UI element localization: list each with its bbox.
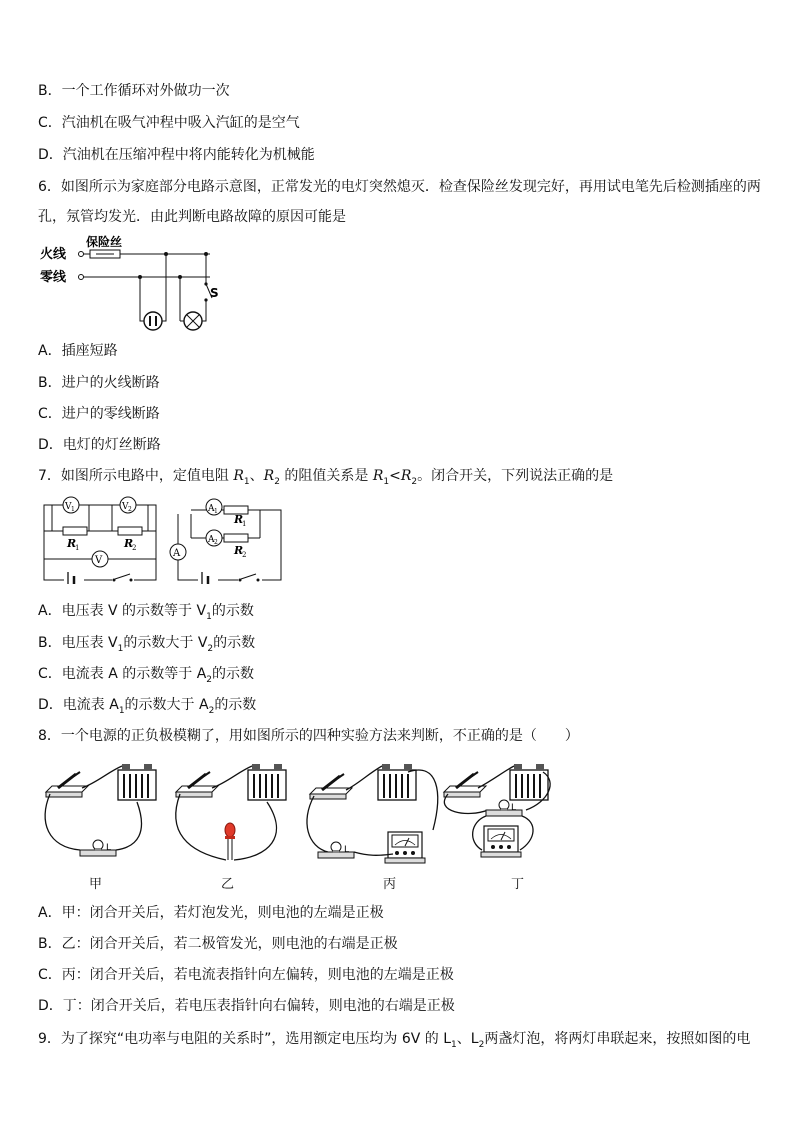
svg-text:R: R bbox=[234, 513, 244, 526]
svg-text:R: R bbox=[124, 537, 134, 550]
q8-option-c: C．丙：闭合开关后，若电流表指针向左偏转，则电池的左端是正极 bbox=[38, 967, 454, 983]
caption-bing: 丙 bbox=[383, 877, 397, 892]
figure-ding bbox=[444, 764, 550, 857]
q8-stem: 8．一个电源的正负极模糊了，用如图所示的四种实验方法来判断，不正确的是（ ） bbox=[38, 728, 579, 744]
q6-option-a: A．插座短路 bbox=[38, 343, 118, 359]
live-terminal bbox=[79, 252, 84, 257]
svg-text:A: A bbox=[173, 548, 181, 559]
svg-text:V: V bbox=[65, 502, 72, 512]
svg-text:L: L bbox=[344, 845, 350, 855]
svg-text:V: V bbox=[122, 502, 129, 512]
svg-text:2: 2 bbox=[132, 544, 137, 552]
q5-option-c: C．汽油机在吸气冲程中吸入汽缸的是空气 bbox=[38, 115, 300, 131]
q7-option-a: A．电压表 V 的示数等于 $V_1$的示数 bbox=[38, 603, 254, 622]
svg-text:1: 1 bbox=[242, 520, 247, 528]
neutral-terminal bbox=[79, 275, 84, 280]
q5-option-d: D．汽油机在压缩冲程中将内能转化为机械能 bbox=[38, 147, 315, 163]
resistor-r1 bbox=[63, 527, 87, 535]
q8-option-b: B．乙：闭合开关后，若二极管发光，则电池的右端是正极 bbox=[38, 936, 398, 952]
q5-option-b: B．一个工作循环对外做功一次 bbox=[38, 83, 230, 99]
q8-experiment-figures bbox=[38, 752, 568, 870]
q7-option-d: D．电流表 $A_1$的示数大于 $A_2$的示数 bbox=[38, 697, 257, 716]
live-wire-label: 火线 bbox=[40, 247, 67, 262]
q7-circuit-diagrams bbox=[38, 492, 288, 584]
q6-option-c: C．进户的零线断路 bbox=[38, 406, 160, 422]
q8-option-a: A．甲：闭合开关后，若灯泡发光，则电池的左端是正极 bbox=[38, 905, 384, 921]
svg-text:R: R bbox=[67, 537, 77, 550]
figure-yi bbox=[176, 764, 286, 860]
resistor-r2-parallel bbox=[224, 534, 248, 542]
fuse-label: 保险丝 bbox=[86, 235, 123, 249]
svg-text:1: 1 bbox=[71, 506, 75, 513]
svg-text:L: L bbox=[511, 803, 517, 813]
q7-option-c: C．电流表 A 的示数等于 $A_2$的示数 bbox=[38, 666, 255, 685]
caption-jia: 甲 bbox=[89, 877, 103, 892]
svg-text:1: 1 bbox=[214, 508, 218, 515]
q8-option-d: D．丁：闭合开关后，若电压表指针向右偏转，则电池的右端是正极 bbox=[38, 998, 455, 1014]
svg-text:2: 2 bbox=[214, 539, 218, 546]
neutral-wire-label: 零线 bbox=[40, 270, 67, 285]
svg-text:2: 2 bbox=[128, 506, 132, 513]
q6-option-b: B．进户的火线断路 bbox=[38, 375, 160, 391]
switch-label: S bbox=[210, 286, 219, 300]
svg-text:R: R bbox=[234, 544, 244, 557]
svg-text:V: V bbox=[95, 555, 103, 566]
resistor-r2 bbox=[118, 527, 142, 535]
svg-text:1: 1 bbox=[75, 544, 80, 552]
q9-stem: 9．为了探究“电功率与电阻的关系时”，选用额定电压均为 6V 的 $L_1$、$L_2$两盏灯泡，将两灯串联起来，按照如图的电 bbox=[38, 1031, 751, 1050]
led-icon bbox=[225, 823, 235, 837]
svg-text:L: L bbox=[106, 843, 112, 853]
q6-stem-line1: 6．如图所示为家庭部分电路示意图，正常发光的电灯突然熄灭．检查保险丝发现完好，再用试电笔先后检测插座的两 bbox=[38, 179, 761, 195]
svg-text:A: A bbox=[208, 504, 215, 514]
figure-bing bbox=[307, 764, 438, 863]
q6-option-d: D．电灯的灯丝断路 bbox=[38, 437, 161, 453]
svg-text:A: A bbox=[208, 535, 215, 545]
figure-jia bbox=[45, 764, 156, 856]
household-circuit-diagram bbox=[38, 232, 228, 334]
q7-stem: 7．如图所示电路中，定值电阻 $R_1$、$R_2$ 的阻值关系是 $R_1<R_2$。闭合开关，下列说法正确的是 bbox=[38, 468, 614, 487]
caption-yi: 乙 bbox=[221, 877, 235, 892]
socket-symbol bbox=[144, 312, 162, 330]
q6-stem-line2: 孔，氖管均发光．由此判断电路故障的原因可能是 bbox=[38, 209, 346, 225]
caption-ding: 丁 bbox=[511, 877, 525, 892]
svg-text:2: 2 bbox=[242, 551, 247, 559]
q7-option-b: B．电压表 $V_1$的示数大于 $V_2$的示数 bbox=[38, 635, 256, 654]
